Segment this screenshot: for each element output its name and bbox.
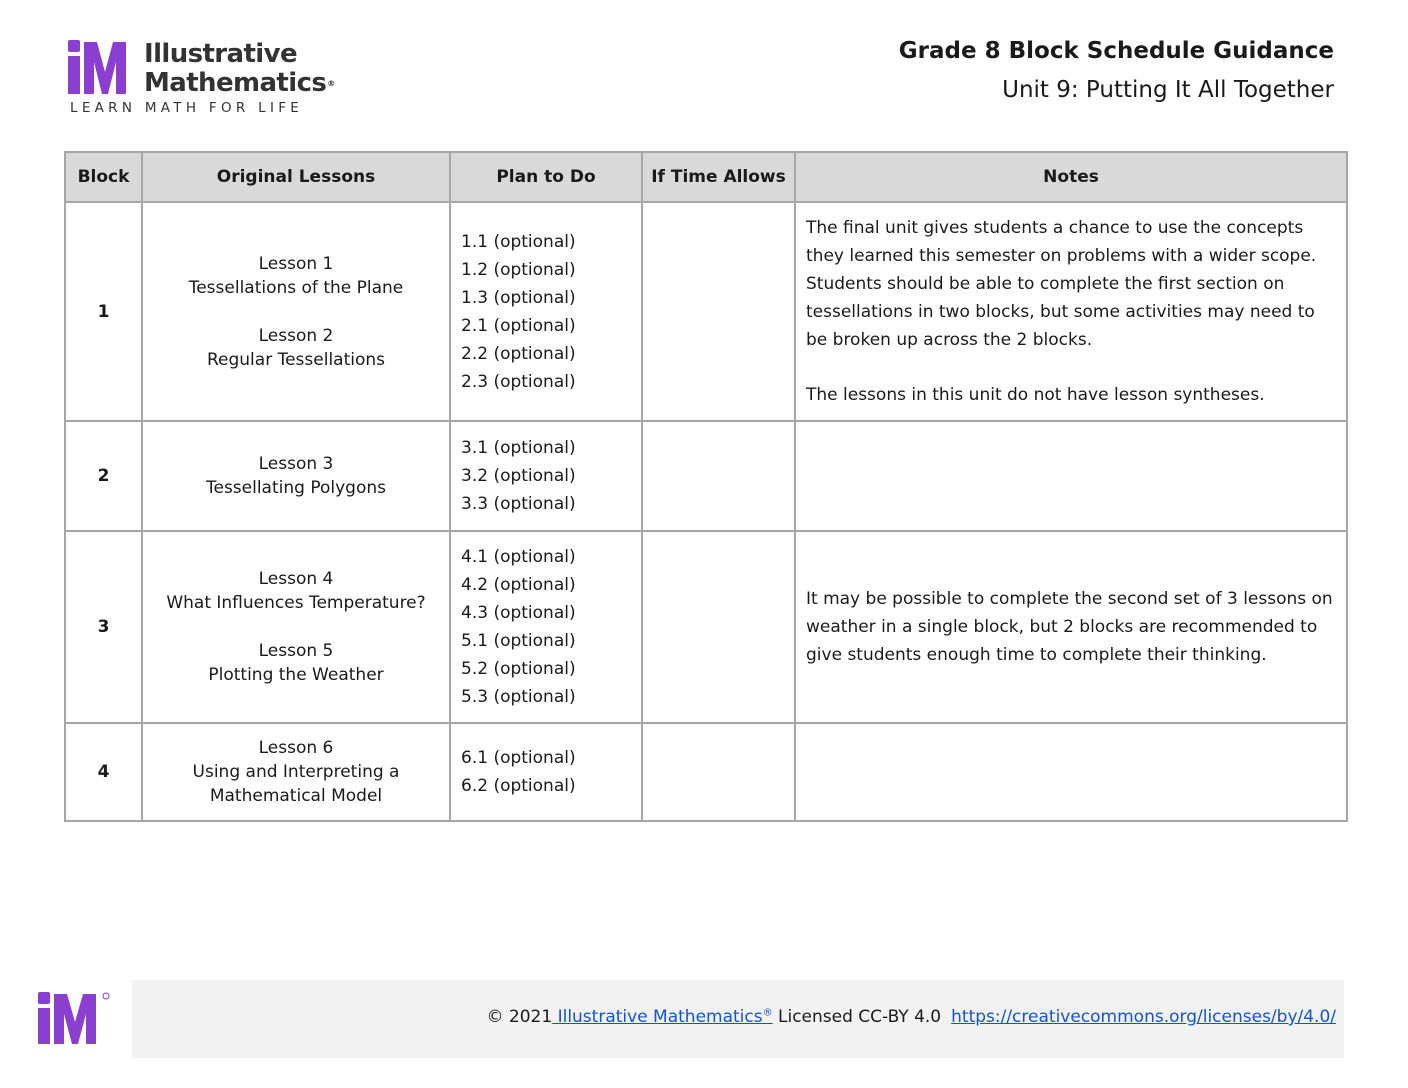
logo-name-line2: Mathematics [144,68,327,98]
activity-item: 1.1 (optional) [461,231,576,252]
block-number: 3 [65,531,142,723]
column-header-if-time-allows: If Time Allows [642,152,795,202]
column-header-original-lessons: Original Lessons [142,152,450,202]
activity-item: 6.2 (optional) [461,776,576,796]
table-row [65,531,1347,723]
note-paragraph: The lessons in this unit do not have lesson syntheses. [806,385,1265,405]
plan-to-do-cell [450,421,642,531]
im-footer-logo-icon [38,992,112,1046]
original-lessons-cell [142,202,450,421]
original-lessons-cell [142,421,450,531]
lesson-entry [143,324,449,372]
lesson-entry [143,736,449,808]
if-time-allows-cell [642,531,795,723]
activity-item: 3.3 (optional) [461,494,576,514]
activity-item: 5.2 (optional) [461,659,576,679]
activity-item: 5.3 (optional) [461,687,576,707]
activity-item: 4.3 (optional) [461,603,576,623]
notes-cell [795,723,1347,821]
table-header-row [65,152,1347,202]
block-number: 1 [65,202,142,421]
org-registered-mark: ® [762,1007,773,1019]
plan-to-do-cell [450,531,642,723]
activity-item: 5.1 (optional) [461,631,576,651]
license-text: Licensed CC-BY 4.0 [772,1007,942,1027]
if-time-allows-cell [642,202,795,421]
logo-name-line1: Illustrative [144,39,298,69]
lesson-label: Lesson 4 [258,569,334,589]
lesson-name: Using and Interpreting a Mathematical Model [192,762,400,806]
lesson-label: Lesson 2 [258,325,334,346]
lesson-entry [143,567,449,615]
column-header-block: Block [65,152,142,202]
if-time-allows-cell [642,421,795,531]
lesson-name: Regular Tessellations [206,349,386,370]
plan-to-do-cell [450,723,642,821]
activity-item: 4.1 (optional) [461,547,576,567]
block-schedule-table [64,151,1348,822]
org-link-label: Illustrative Mathematics [552,1007,763,1027]
document-subtitle: Unit 9: Putting It All Together [1002,77,1334,103]
column-header-plan-to-do: Plan to Do [450,152,642,202]
if-time-allows-cell [642,723,795,821]
block-number: 2 [65,421,142,531]
activity-item: 2.3 (optional) [461,371,576,392]
lesson-entry [143,639,449,687]
activity-item: 4.2 (optional) [461,575,576,595]
lesson-name: Tessellating Polygons [205,478,386,498]
im-logo-mark [68,40,134,96]
footer-license-text [487,1007,1337,1027]
notes-cell [795,202,1347,421]
activity-item: 6.1 (optional) [461,748,576,768]
notes-cell [795,421,1347,531]
lesson-label: Lesson 3 [258,454,334,474]
original-lessons-cell [142,723,450,821]
logo-tagline: LEARN MATH FOR LIFE [70,100,304,116]
document-title: Grade 8 Block Schedule Guidance [898,38,1334,64]
lesson-name: What Influences Temperature? [166,593,426,613]
lesson-entry [143,252,449,300]
activity-item: 3.2 (optional) [461,466,576,486]
column-header-notes: Notes [795,152,1347,202]
note-paragraph: It may be possible to complete the second set of 3 lessons on weather in a single block, but 2 blocks are recommended to give students enough time to complete their thinking. [806,589,1333,665]
notes-cell [795,531,1347,723]
lesson-name: Plotting the Weather [208,665,384,685]
lesson-name: Tessellations of the Plane [188,277,404,298]
activity-item: 2.1 (optional) [461,315,576,336]
activity-item: 3.1 (optional) [461,438,576,458]
license-url-link[interactable]: https://creativecommons.org/licenses/by/4.0/ [951,1007,1336,1027]
block-number: 4 [65,723,142,821]
table-row [65,421,1347,531]
activity-item: 1.3 (optional) [461,287,576,308]
logo-name [144,40,335,98]
table-row [65,202,1347,421]
lesson-label: Lesson 1 [258,253,334,274]
lesson-label: Lesson 5 [258,641,334,661]
note-paragraph: The final unit gives students a chance to use the concepts they learned this semester on problems with a wider scope. Students should be able to complete the first section on tessellations in two blocks, but some activities may need to be broken up across the 2 blocks. [806,218,1317,350]
im-logo [68,39,335,118]
illustrative-mathematics-link[interactable] [552,1007,772,1027]
table-row [65,723,1347,821]
original-lessons-cell [142,531,450,723]
activity-item: 2.2 (optional) [461,343,576,364]
lesson-entry [143,452,449,500]
logo-registered-mark: ® [327,79,335,88]
activity-item: 1.2 (optional) [461,259,576,280]
copyright-text: © 2021 [486,1007,553,1027]
plan-to-do-cell [450,202,642,421]
lesson-label: Lesson 6 [258,738,334,758]
